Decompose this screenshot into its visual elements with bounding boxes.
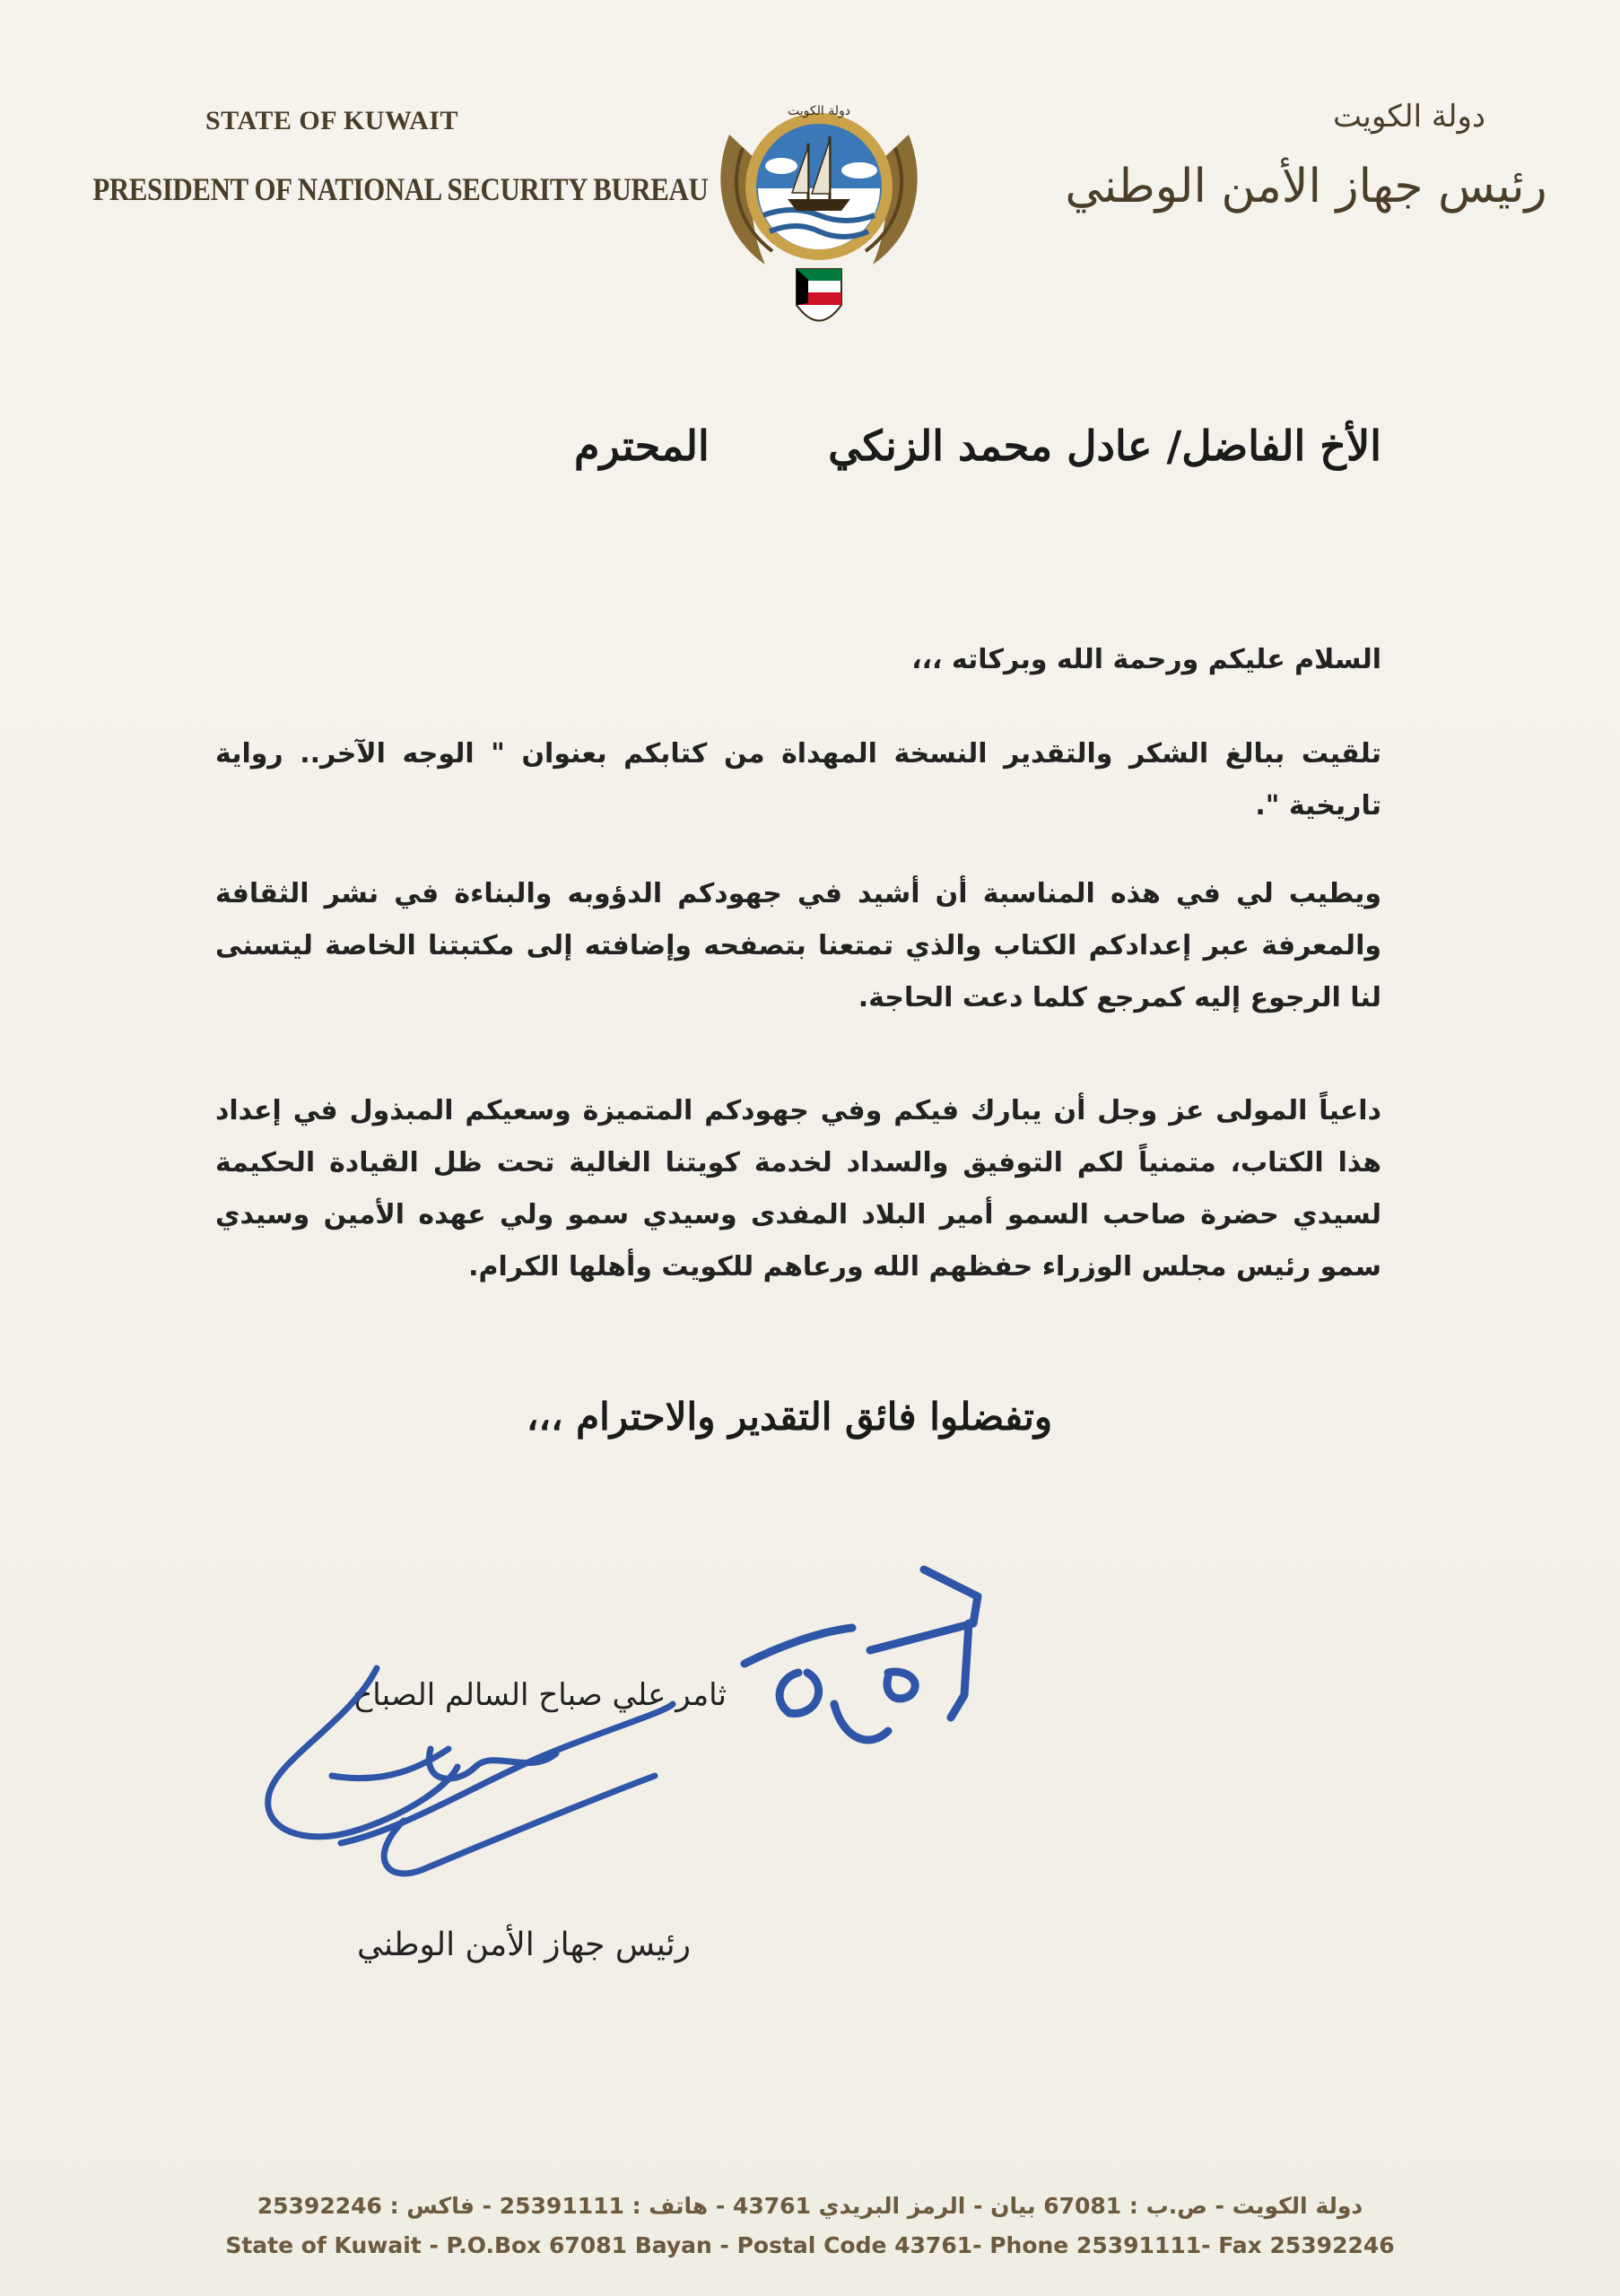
paragraph-1: تلقيت ببالغ الشكر والتقدير النسخة المهداة من كتابكم بعنوان " الوجه الآخر.. رواية تاريخية ". xyxy=(215,738,1381,822)
signatory-title: رئيس جهاز الأمن الوطني xyxy=(356,1926,691,1963)
addressee-honorific: المحترم xyxy=(574,422,710,470)
letterhead-english xyxy=(54,106,709,208)
footer-english: State of Kuwait - P.O.Box 67081 Bayan - Postal Code 43761- Phone 25391111- Fax 25392246 xyxy=(225,2232,1395,2258)
bureau-title-ar: رئيس جهاز الأمن الوطني xyxy=(1065,160,1547,213)
addressee-name: الأخ الفاضل/ عادل محمد الزنكي xyxy=(828,422,1381,470)
bureau-title-en: PRESIDENT OF NATIONAL SECURITY BUREAU xyxy=(92,171,709,207)
signatory-name: ثامر علي صباح السالم الصباح xyxy=(353,1677,727,1713)
state-name-ar: دولة الكويت xyxy=(1333,99,1485,135)
greeting: السلام عليكم ورحمة الله وبركاته ،،، xyxy=(911,644,1381,675)
closing-line: وتفضلوا فائق التقدير والاحترام ،،، xyxy=(526,1395,1053,1439)
letterhead-arabic xyxy=(1055,99,1557,213)
handwritten-signature xyxy=(242,1561,1023,1982)
kuwait-emblem-icon xyxy=(702,81,936,341)
state-name-en: STATE OF KUWAIT xyxy=(205,106,458,135)
paragraph-2: ويطيب لي في هذه المناسبة أن أشيد في جهودكم الدؤوبه والبناءة في نشر الثقافة والمعرفة عبر إعدادكم الكتاب والذي تمتعنا بتصفحه وإضافته إلى مكتبتنا الخاصة ليتسنى لنا الرجوع إليه كمرجع كلما دعت الحاجة. xyxy=(215,878,1381,1013)
paragraph-3: داعياً المولى عز وجل أن يبارك فيكم وفي جهودكم المتميزة وسعيكم المبذول في إعداد هذا الكتاب، متمنياً لكم التوفيق والسداد لخدمة كويتنا الغالية تحت ظل القيادة الحكيمة لسيدي حضرة صاحب السمو أمير البلاد المفدى وسيدي سمو ولي عهده الأمين وسيدي سمو رئيس مجلس الوزراء حفظهم الله ورعاهم للكويت وأهلها الكرام. xyxy=(215,1095,1381,1283)
svg-text:دولة الكويت: دولة الكويت xyxy=(788,104,850,118)
footer-arabic: دولة الكويت - ص.ب : 67081 بيان - الرمز البريدي 43761 - هاتف : 25391111 - فاكس : 25392246 xyxy=(257,2193,1363,2219)
